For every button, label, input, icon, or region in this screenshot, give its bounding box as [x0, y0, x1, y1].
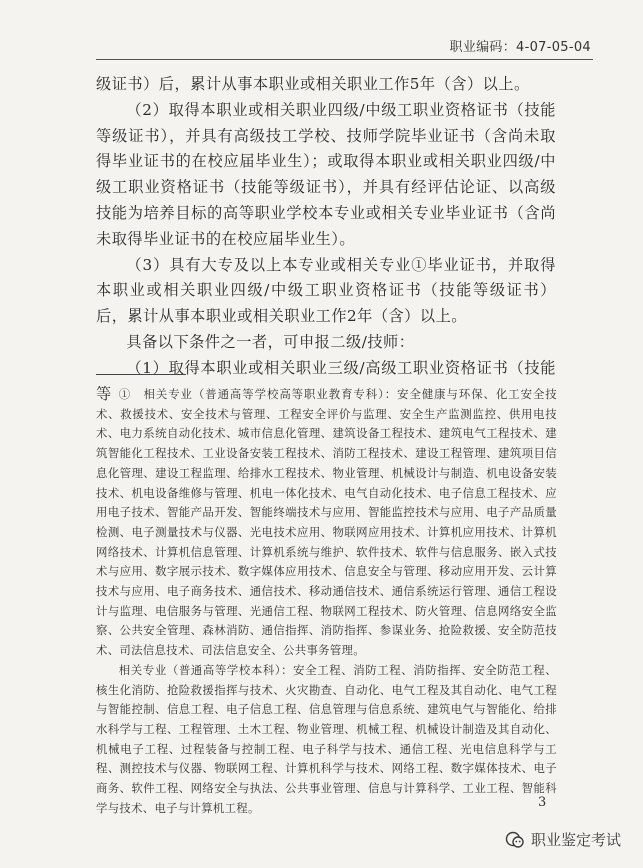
watermark-text: 职业鉴定考试 — [530, 831, 621, 849]
header-divider — [96, 59, 593, 60]
footnote-divider — [96, 374, 186, 375]
main-body — [96, 72, 556, 407]
body-paragraph: （2）取得本职业或相关职业四级/中级工职业资格证书（技能等级证书），并具有高级技工学校、技师学院毕业证书（含尚未取得毕业证书的在校应届毕业生）；或取得本职业或相关职业四级/中级工职业资格证书（技能等级证书），并具有经评估论证、以高级技能为培养目标的高等职业学校本专业或相关专业毕业证书（含尚未取得毕业证书的在校应届毕业生）。 — [96, 100, 556, 248]
watermark — [505, 829, 621, 850]
occupation-code: 职业编码：4-07-05-04 — [449, 40, 591, 55]
wechat-official-account-icon — [505, 830, 525, 850]
footnote-vocational: ① 相关专业（普通高等学校高等职业教育专科）：安全健康与环保、化工安全技术、救援技术、安全技术与管理、工程安全评价与监理、安全生产监测监控、供用电技术、电力系统自动化技术、城市信息化管理、建筑设备工程技术、建筑电气工程技术、建筑智能化工程技术、工业设备安装工程技术、消防工程技术、建设工程管理、建筑项目信息化管理、建设工程监理、给排水工程技术、物业管理、机械设计与制造、机电设备安装技术、机电设备维修与管理、机电一体化技术、电气自动化技术、电子信息工程技术、应用电子技术、智能产品开发、智能终端技术与应用、智能监控技术与应用、电子产品质量检测、电子测量技术与仪器、光电技术应用、物联网应用技术、计算机应用技术、计算机网络技术、计算机信息管理、计算机系统与维护、软件技术、软件与信息服务、嵌入式技术与应用、数字展示技术、数字媒体应用技术、信息安全与管理、移动应用开发、云计算技术与应用、电子商务技术、通信技术、移动通信技术、通信系统运行管理、通信工程设计与监理、电信服务与管理、光通信工程、物联网工程技术、防火管理、信息网络安全监察、公共安全管理、森林消防、通信指挥、消防指挥、参谋业务、抢险救援、安全防范技术、司法信息技术、司法信息安全、公共事务管理。 — [96, 387, 557, 658]
body-paragraph: 具备以下条件之一者，可申报二级/技师： — [126, 332, 415, 351]
body-paragraph: 级证书）后，累计从事本职业或相关职业工作5年（含）以上。 — [96, 75, 530, 93]
page-number: 3 — [538, 795, 547, 810]
footnotes — [96, 385, 557, 818]
body-paragraph: （3）具有大专及以上本专业或相关专业①毕业证书，并取得本职业或相关职业四级/中级工职业资格证书（技能等级证书）后，累计从事本职业或相关职业工作2年（含）以上。 — [96, 255, 556, 326]
body-paragraph: （1）取得本职业或相关职业三级/高级工职业资格证书（技能等 — [96, 358, 556, 403]
footnote-undergraduate: 相关专业（普通高等学校本科）：安全工程、消防工程、消防指挥、安全防范工程、核生化消防、抢险救援指挥与技术、火灾勘查、自动化、电气工程及其自动化、电气工程与智能控制、信息工程、电子信息工程、信息管理与信息系统、建筑电气与智能化、给排水科学与工程、工程管理、土木工程、物业管理、机械工程、机械设计制造及其自动化、机械电子工程、过程装备与控制工程、电子科学与技术、通信工程、光电信息科学与工程、测控技术与仪器、物联网工程、计算机科学与技术、网络工程、数字媒体技术、电子商务、软件工程、网络安全与执法、公共事业管理、信息与计算科学、工业工程、智能科学与技术、电子与计算机工程。 — [96, 662, 557, 815]
